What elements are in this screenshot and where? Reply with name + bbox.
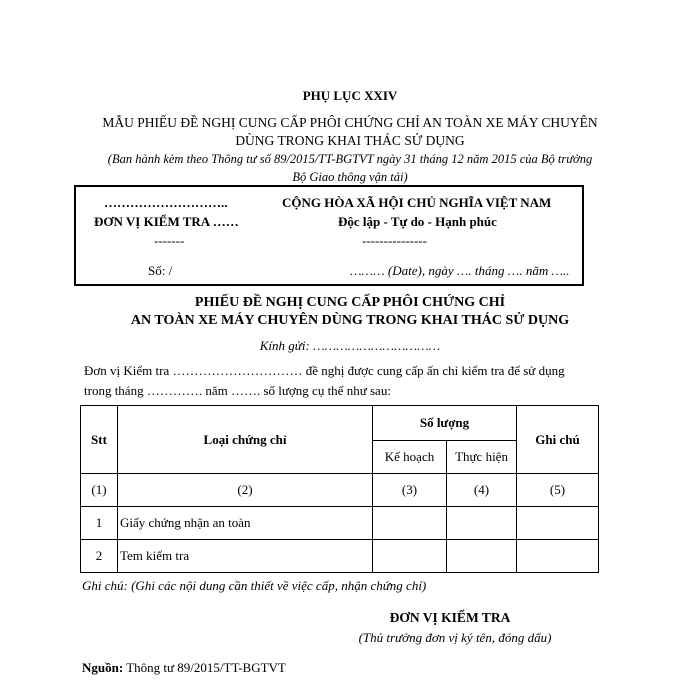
form-title-line-1: MẪU PHIẾU ĐỀ NGHỊ CUNG CẤP PHÔI CHỨNG CHỈ AN TOÀN XE MÁY CHUYÊN bbox=[102, 115, 598, 130]
row-actual-cell bbox=[447, 507, 517, 540]
org-name: ĐƠN VỊ KIỂM TRA …… bbox=[94, 214, 239, 229]
signature-title: ĐƠN VỊ KIỂM TRA bbox=[389, 610, 511, 625]
table-row bbox=[81, 540, 599, 573]
column-number: (2) bbox=[118, 474, 373, 507]
row-plan-cell bbox=[373, 507, 447, 540]
column-number-row bbox=[81, 474, 599, 507]
appendix-title: PHỤ LỤC XXIV bbox=[302, 88, 398, 103]
column-number: (3) bbox=[373, 474, 447, 507]
form-title bbox=[80, 114, 620, 150]
table-row bbox=[81, 507, 599, 540]
document-title-line-2: AN TOÀN XE MÁY CHUYÊN DÙNG TRONG KHAI THÁC SỬ DỤNG bbox=[130, 313, 570, 328]
row-actual-cell bbox=[447, 540, 517, 573]
country-name: CỘNG HÒA XÃ HỘI CHỦ NGHĨA VIỆT NAM bbox=[282, 195, 552, 210]
org-divider: ------- bbox=[154, 233, 185, 248]
row-note-cell bbox=[517, 540, 599, 573]
col-header-quantity: Số lượng bbox=[373, 406, 517, 441]
issued-note-line-1: (Ban hành kèm theo Thông tư số 89/2015/TT-BGTVT ngày 31 tháng 12 năm 2015 của Bộ trưởng bbox=[107, 152, 593, 166]
col-header-actual: Thực hiện bbox=[447, 441, 517, 474]
national-motto: Độc lập - Tự do - Hạnh phúc bbox=[338, 214, 497, 229]
header-box bbox=[74, 185, 584, 286]
row-type: Giấy chứng nhận an toàn bbox=[118, 507, 373, 540]
issued-note-line-2: Bộ Giao thông vận tải) bbox=[292, 170, 408, 184]
row-note-cell bbox=[517, 507, 599, 540]
note-line: Ghi chú: (Ghi các nội dung cần thiết về việc cấp, nhận chứng chỉ) bbox=[82, 578, 427, 593]
source-text: Thông tư 89/2015/TT-BGTVT bbox=[123, 660, 286, 675]
recipient-line: Kính gửi: …………………………… bbox=[259, 338, 441, 353]
quantity-table bbox=[80, 405, 599, 573]
date-line: ……… (Date), ngày …. tháng …. năm ….. bbox=[350, 263, 570, 278]
form-title-line-2: DÙNG TRONG KHAI THÁC SỬ DỤNG bbox=[235, 133, 465, 148]
intro-paragraph bbox=[84, 361, 604, 401]
intro-line-1: Đơn vị Kiểm tra ………………………… đề nghị được cung cấp ấn chỉ kiểm tra để sử dụng bbox=[84, 363, 565, 378]
row-stt: 2 bbox=[81, 540, 118, 573]
column-number: (4) bbox=[447, 474, 517, 507]
col-header-note: Ghi chú bbox=[517, 406, 599, 474]
org-dots: ……………………….. bbox=[104, 195, 228, 210]
column-number: (1) bbox=[81, 474, 118, 507]
motto-divider: --------------- bbox=[362, 233, 427, 248]
issued-note bbox=[70, 150, 630, 186]
row-type: Tem kiểm tra bbox=[118, 540, 373, 573]
column-number: (5) bbox=[517, 474, 599, 507]
row-plan-cell bbox=[373, 540, 447, 573]
source-label: Nguồn: bbox=[82, 660, 124, 675]
signature-subtitle: (Thủ trưởng đơn vị ký tên, đóng dấu) bbox=[358, 630, 552, 645]
col-header-type: Loại chứng chỉ bbox=[118, 406, 373, 474]
col-header-plan: Kế hoạch bbox=[373, 441, 447, 474]
document-number: Số: / bbox=[148, 263, 173, 278]
col-header-stt: Stt bbox=[81, 406, 118, 474]
document-title-line-1: PHIẾU ĐỀ NGHỊ CUNG CẤP PHÔI CHỨNG CHỈ bbox=[194, 295, 506, 310]
source-line bbox=[82, 660, 286, 676]
intro-line-2: trong tháng …………. năm ……. số lượng cụ thể như sau: bbox=[84, 383, 391, 398]
row-stt: 1 bbox=[81, 507, 118, 540]
document-title bbox=[60, 294, 640, 330]
